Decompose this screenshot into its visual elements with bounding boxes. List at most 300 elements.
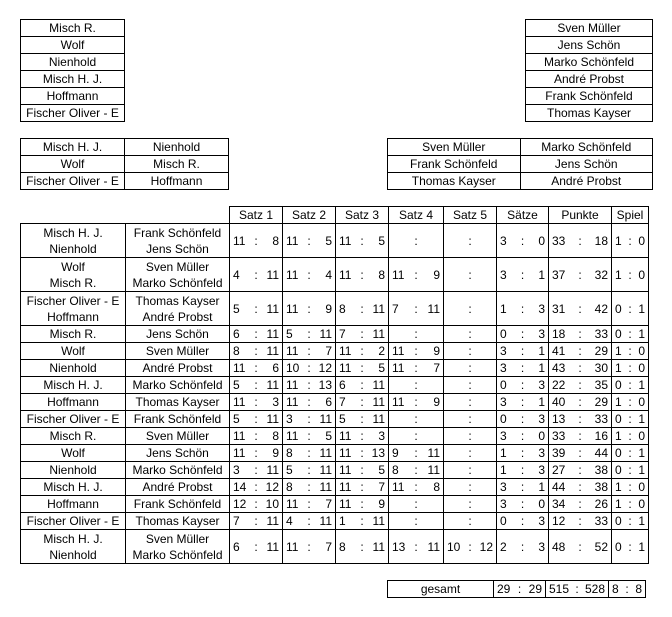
away-player [126, 479, 230, 496]
home-player-name: Wolf [61, 344, 85, 358]
away-player-name: Thomas Kayser [135, 395, 220, 409]
set-2-score-home: 11 [286, 267, 299, 282]
set-4-score-away [421, 497, 440, 511]
set-1-score-pair [233, 302, 279, 316]
punkte-score-pair [552, 429, 608, 443]
spiel-score-away: 0 [638, 361, 645, 375]
total-punkte [546, 581, 609, 598]
spiel-score-home: 1 [615, 429, 622, 443]
score-colon: : [254, 233, 258, 248]
punkte-score [549, 462, 612, 479]
score-colon: : [468, 514, 472, 528]
set-5-score-away [475, 395, 493, 409]
spiel-score-away: 0 [638, 344, 645, 358]
match-row [21, 479, 649, 496]
home-player-name: Wolf [61, 259, 85, 274]
set-2-score-pair [286, 497, 332, 511]
set-5-score [444, 377, 497, 394]
score-colon: : [360, 539, 364, 554]
set-1-score-home: 7 [233, 514, 240, 528]
match-row [21, 394, 649, 411]
score-colon: : [517, 582, 522, 596]
set-2-score-away: 12 [318, 361, 332, 375]
spiel-score-pair [615, 446, 645, 460]
saetze-score [497, 258, 549, 292]
punkte-score-home: 39 [552, 446, 566, 460]
score-colon: : [578, 327, 582, 341]
set-2-score [283, 530, 336, 564]
header-punkte: Punkte [549, 207, 612, 224]
match-row [21, 428, 649, 445]
spiel-score-pair [615, 344, 645, 358]
home-player-name: Nienhold [49, 361, 97, 375]
player-row [526, 20, 653, 37]
set-2-score-away: 9 [325, 301, 332, 316]
set-1-score-pair [233, 412, 279, 426]
score-colon: : [468, 446, 472, 460]
player-name: Misch H. J. [21, 71, 125, 88]
spiel-score-pair [615, 514, 645, 528]
set-2-score-away: 11 [319, 480, 332, 494]
saetze-score-away: 1 [538, 480, 545, 494]
score-colon: : [520, 301, 525, 316]
set-2-score-home: 11 [286, 497, 299, 511]
set-4-score-away [421, 327, 440, 341]
set-4-score [389, 360, 444, 377]
set-5-score [444, 496, 497, 513]
match-row [21, 258, 649, 292]
punkte-score [549, 411, 612, 428]
saetze-score [497, 411, 549, 428]
set-5-score [444, 292, 497, 326]
home-player-name: Hoffmann [47, 309, 99, 324]
set-2-score [283, 224, 336, 258]
set-5-score-away [475, 268, 493, 282]
set-5-score-home [447, 514, 465, 528]
set-1-score-pair [233, 395, 279, 409]
saetze-score-pair [500, 327, 545, 341]
punkte-score-away: 35 [594, 378, 608, 392]
score-colon: : [360, 463, 364, 477]
score-colon: : [628, 497, 632, 511]
punkte-score-away: 29 [594, 344, 608, 358]
score-colon: : [520, 497, 525, 511]
score-colon: : [468, 344, 472, 358]
score-colon: : [360, 480, 364, 494]
set-1-score [230, 292, 283, 326]
spiel-score-home: 0 [615, 514, 622, 528]
set-5-score-home [447, 234, 465, 248]
spiel-score-home: 1 [615, 395, 622, 409]
set-2-score [283, 326, 336, 343]
saetze-score [497, 445, 549, 462]
set-4-score-home: 11 [392, 344, 405, 358]
score-colon: : [360, 378, 364, 392]
player-name: Thomas Kayser [526, 105, 653, 122]
score-colon: : [578, 539, 582, 554]
score-colon: : [360, 412, 364, 426]
set-5-score-home [447, 497, 465, 511]
set-5-score [444, 326, 497, 343]
saetze-score-home: 1 [500, 463, 507, 477]
home-player-name: Nienhold [49, 463, 97, 477]
punkte-score [549, 377, 612, 394]
set-4-score [389, 326, 444, 343]
saetze-score-away: 1 [538, 344, 545, 358]
total-punkte-away: 528 [584, 582, 605, 596]
set-3-score-away: 11 [372, 412, 385, 426]
set-4-score-away: 11 [427, 301, 440, 316]
away-player-name: Jens Schön [146, 446, 209, 460]
set-4-score-home: 11 [392, 480, 405, 494]
punkte-score-home: 33 [552, 429, 566, 443]
away-player [126, 445, 230, 462]
spiel-score-away: 1 [638, 327, 645, 341]
header-spiel: Spiel [612, 207, 649, 224]
saetze-score-away: 3 [538, 301, 545, 316]
score-colon: : [468, 378, 472, 392]
score-colon: : [468, 429, 472, 443]
set-5-score-away [475, 480, 493, 494]
score-colon: : [360, 514, 364, 528]
set-1-score-pair [233, 497, 279, 511]
set-1-score-away: 11 [266, 327, 279, 341]
punkte-score-pair [552, 480, 608, 494]
score-colon: : [307, 327, 311, 341]
results-header-row [21, 207, 649, 224]
score-colon: : [628, 267, 632, 282]
doubles-player: Misch R. [125, 156, 229, 173]
set-4-score-away: 9 [433, 395, 440, 409]
set-4-score-home: 9 [392, 446, 399, 460]
away-player-name: Frank Schönfeld [133, 225, 222, 240]
set-3-score [336, 530, 389, 564]
saetze-score-away: 3 [538, 327, 545, 341]
score-colon: : [414, 327, 418, 341]
set-1-score-home: 3 [233, 463, 240, 477]
set-5-score-pair [447, 344, 493, 358]
punkte-score [549, 530, 612, 564]
score-colon: : [307, 463, 311, 477]
set-1-score-pair [233, 378, 279, 392]
spiel-score [612, 479, 649, 496]
match-row [21, 513, 649, 530]
doubles-player: Nienhold [125, 139, 229, 156]
set-4-score-home: 8 [392, 463, 399, 477]
home-player [21, 513, 126, 530]
totals-label: gesamt [388, 581, 494, 598]
doubles-player: Frank Schönfeld [388, 156, 521, 173]
spiel-score [612, 394, 649, 411]
set-1-score-home: 11 [233, 361, 246, 375]
set-1-score-away: 11 [266, 514, 279, 528]
punkte-score-away: 52 [594, 539, 608, 554]
punkte-score [549, 479, 612, 496]
set-1-score-away: 3 [272, 395, 279, 409]
set-4-score [389, 394, 444, 411]
set-4-score [389, 411, 444, 428]
spiel-score-home: 0 [615, 378, 622, 392]
set-3-score [336, 343, 389, 360]
home-player-name: Nienhold [49, 547, 97, 562]
score-colon: : [360, 233, 364, 248]
away-player-name: Sven Müller [145, 531, 210, 546]
set-5-score-home [447, 327, 465, 341]
set-3-score-pair [339, 327, 385, 341]
away-player-name: Thomas Kayser [135, 514, 220, 528]
score-colon: : [578, 267, 582, 282]
punkte-score-home: 48 [552, 539, 566, 554]
saetze-score-home: 3 [500, 344, 507, 358]
set-3-score [336, 258, 389, 292]
set-4-score-away [421, 412, 440, 426]
set-2-score-away: 4 [325, 267, 332, 282]
away-player-name: André Probst [142, 480, 213, 494]
spiel-score [612, 445, 649, 462]
set-3-score-away: 11 [372, 301, 385, 316]
set-1-score-pair [233, 429, 279, 443]
set-2-score-home: 4 [286, 514, 293, 528]
punkte-score [549, 445, 612, 462]
home-player-name: Hoffmann [47, 497, 99, 511]
punkte-score [549, 292, 612, 326]
set-2-score-home: 11 [286, 395, 299, 409]
score-colon: : [414, 514, 418, 528]
score-colon: : [578, 514, 582, 528]
set-3-score-pair [339, 497, 385, 511]
punkte-score [549, 326, 612, 343]
punkte-score-away: 29 [594, 395, 608, 409]
home-player-name: Wolf [61, 446, 85, 460]
set-2-score-pair [286, 429, 332, 443]
match-row [21, 377, 649, 394]
spiel-score-away: 0 [638, 233, 645, 248]
away-player-name: Marko Schönfeld [132, 463, 223, 477]
set-1-score-pair [233, 344, 279, 358]
set-1-score-pair [233, 361, 279, 375]
set-3-score-home: 11 [339, 446, 352, 460]
home-player-name: Fischer Oliver - E [26, 293, 120, 308]
set-4-score-away [421, 514, 440, 528]
saetze-score [497, 496, 549, 513]
set-2-score-home: 8 [286, 446, 293, 460]
score-colon: : [414, 378, 418, 392]
away-player-name: Thomas Kayser [135, 293, 220, 308]
punkte-score-pair [552, 412, 608, 426]
punkte-score-home: 40 [552, 395, 566, 409]
header-satz-3: Satz 3 [336, 207, 389, 224]
score-colon: : [307, 539, 311, 554]
set-4-score [389, 292, 444, 326]
spiel-score-away: 1 [638, 301, 645, 316]
set-4-score-away: 11 [427, 539, 440, 554]
player-name: Wolf [21, 37, 125, 54]
set-2-score-pair [286, 540, 332, 554]
set-5-score-pair [447, 412, 493, 426]
score-colon: : [520, 344, 525, 358]
match-row [21, 496, 649, 513]
total-spiel [609, 581, 646, 598]
saetze-score-home: 0 [500, 327, 507, 341]
set-1-score-away: 8 [272, 429, 279, 443]
score-colon: : [628, 361, 632, 375]
match-row [21, 411, 649, 428]
saetze-score-home: 3 [500, 480, 507, 494]
set-2-score-away: 11 [319, 327, 332, 341]
set-3-score-home: 11 [339, 361, 352, 375]
set-3-score [336, 428, 389, 445]
punkte-score-home: 34 [552, 497, 566, 511]
spiel-score-home: 1 [615, 344, 622, 358]
set-3-score [336, 513, 389, 530]
set-2-score-home: 5 [286, 463, 293, 477]
set-3-score-home: 7 [339, 395, 346, 409]
set-4-score-away: 9 [433, 267, 440, 282]
spiel-score-home: 1 [615, 480, 622, 494]
score-colon: : [414, 301, 418, 316]
set-5-score-home [447, 446, 465, 460]
set-2-score-home: 3 [286, 412, 293, 426]
set-3-score-pair [339, 514, 385, 528]
away-player [126, 224, 230, 258]
set-4-score-home: 11 [392, 267, 405, 282]
away-player-name: Marko Schönfeld [132, 378, 223, 392]
set-2-score-home: 11 [286, 344, 299, 358]
player-row [526, 88, 653, 105]
away-player-name: André Probst [142, 361, 213, 375]
set-2-score [283, 292, 336, 326]
saetze-score-away: 0 [538, 429, 545, 443]
set-4-score [389, 479, 444, 496]
spiel-score [612, 428, 649, 445]
score-colon: : [254, 429, 258, 443]
player-row [21, 71, 125, 88]
set-2-score [283, 377, 336, 394]
set-3-score-home: 7 [339, 327, 346, 341]
score-colon: : [468, 497, 472, 511]
set-4-score-home [392, 429, 411, 443]
set-3-score-home: 11 [339, 497, 352, 511]
set-2-score-away: 7 [325, 344, 332, 358]
set-1-score-home: 6 [233, 327, 240, 341]
set-3-score-away: 2 [378, 344, 385, 358]
away-player-name: Frank Schönfeld [133, 412, 222, 426]
set-1-score [230, 445, 283, 462]
set-2-score-pair [286, 514, 332, 528]
header-satz-2: Satz 2 [283, 207, 336, 224]
set-2-score-home: 8 [286, 480, 293, 494]
away-player [126, 428, 230, 445]
score-colon: : [307, 480, 311, 494]
player-row [21, 54, 125, 71]
set-2-score [283, 496, 336, 513]
set-3-score-pair [339, 268, 385, 282]
home-player [21, 445, 126, 462]
score-colon: : [307, 378, 311, 392]
home-player [21, 530, 126, 564]
set-2-score-away: 6 [325, 395, 332, 409]
score-colon: : [307, 429, 311, 443]
home-player-name: Misch H. J. [43, 378, 103, 392]
set-1-score-pair [233, 480, 279, 494]
set-1-score-home: 11 [233, 395, 246, 409]
saetze-score-pair [500, 514, 545, 528]
player-name: Jens Schön [526, 37, 653, 54]
spiel-score-home: 0 [615, 327, 622, 341]
set-4-score-pair [392, 268, 440, 282]
set-1-score-away: 12 [265, 480, 279, 494]
set-1-score-away: 11 [266, 539, 279, 554]
set-3-score [336, 462, 389, 479]
score-colon: : [520, 361, 525, 375]
home-player-name: Nienhold [49, 241, 97, 256]
punkte-score-pair [552, 463, 608, 477]
score-colon: : [520, 327, 525, 341]
doubles-player: Sven Müller [388, 139, 521, 156]
saetze-score-pair [500, 395, 545, 409]
set-1-score-pair [233, 446, 279, 460]
home-player-name: Misch H. J. [43, 225, 103, 240]
set-1-score [230, 513, 283, 530]
set-3-score [336, 394, 389, 411]
set-2-score-home: 11 [286, 429, 299, 443]
score-colon: : [307, 344, 311, 358]
set-2-score-away: 5 [325, 233, 332, 248]
set-2-score-home: 10 [286, 361, 300, 375]
doubles-row [21, 173, 229, 190]
punkte-score-away: 33 [594, 514, 608, 528]
set-1-score-home: 6 [233, 539, 240, 554]
spiel-score-pair [615, 327, 645, 341]
spiel-score [612, 326, 649, 343]
away-player-name: Marko Schönfeld [132, 275, 223, 290]
saetze-score-home: 3 [500, 233, 507, 248]
set-4-score [389, 258, 444, 292]
set-4-score [389, 343, 444, 360]
score-colon: : [628, 301, 632, 316]
set-4-score [389, 530, 444, 564]
saetze-score-pair [500, 480, 545, 494]
set-5-score-away: 12 [479, 539, 493, 554]
score-colon: : [414, 267, 418, 282]
set-4-score-home: 11 [392, 361, 405, 375]
set-2-score-home: 5 [286, 327, 293, 341]
score-colon: : [468, 463, 472, 477]
score-colon: : [628, 514, 632, 528]
saetze-score-pair [500, 429, 545, 443]
home-player [21, 360, 126, 377]
set-1-score-home: 11 [233, 446, 246, 460]
set-2-score-pair [286, 327, 332, 341]
match-row [21, 462, 649, 479]
set-2-score-away: 11 [319, 514, 332, 528]
saetze-score-away: 3 [538, 378, 545, 392]
player-row [526, 37, 653, 54]
punkte-score-pair [552, 268, 608, 282]
total-spiel-pair [612, 582, 642, 596]
score-colon: : [254, 514, 258, 528]
spiel-score-pair [615, 302, 645, 316]
set-5-score-home [447, 302, 465, 316]
set-1-score [230, 377, 283, 394]
score-colon: : [468, 233, 472, 248]
set-4-score-home [392, 497, 411, 511]
saetze-score-away: 1 [538, 361, 545, 375]
set-5-score [444, 513, 497, 530]
punkte-score-home: 13 [552, 412, 566, 426]
spiel-score-pair [615, 268, 645, 282]
score-colon: : [254, 301, 258, 316]
